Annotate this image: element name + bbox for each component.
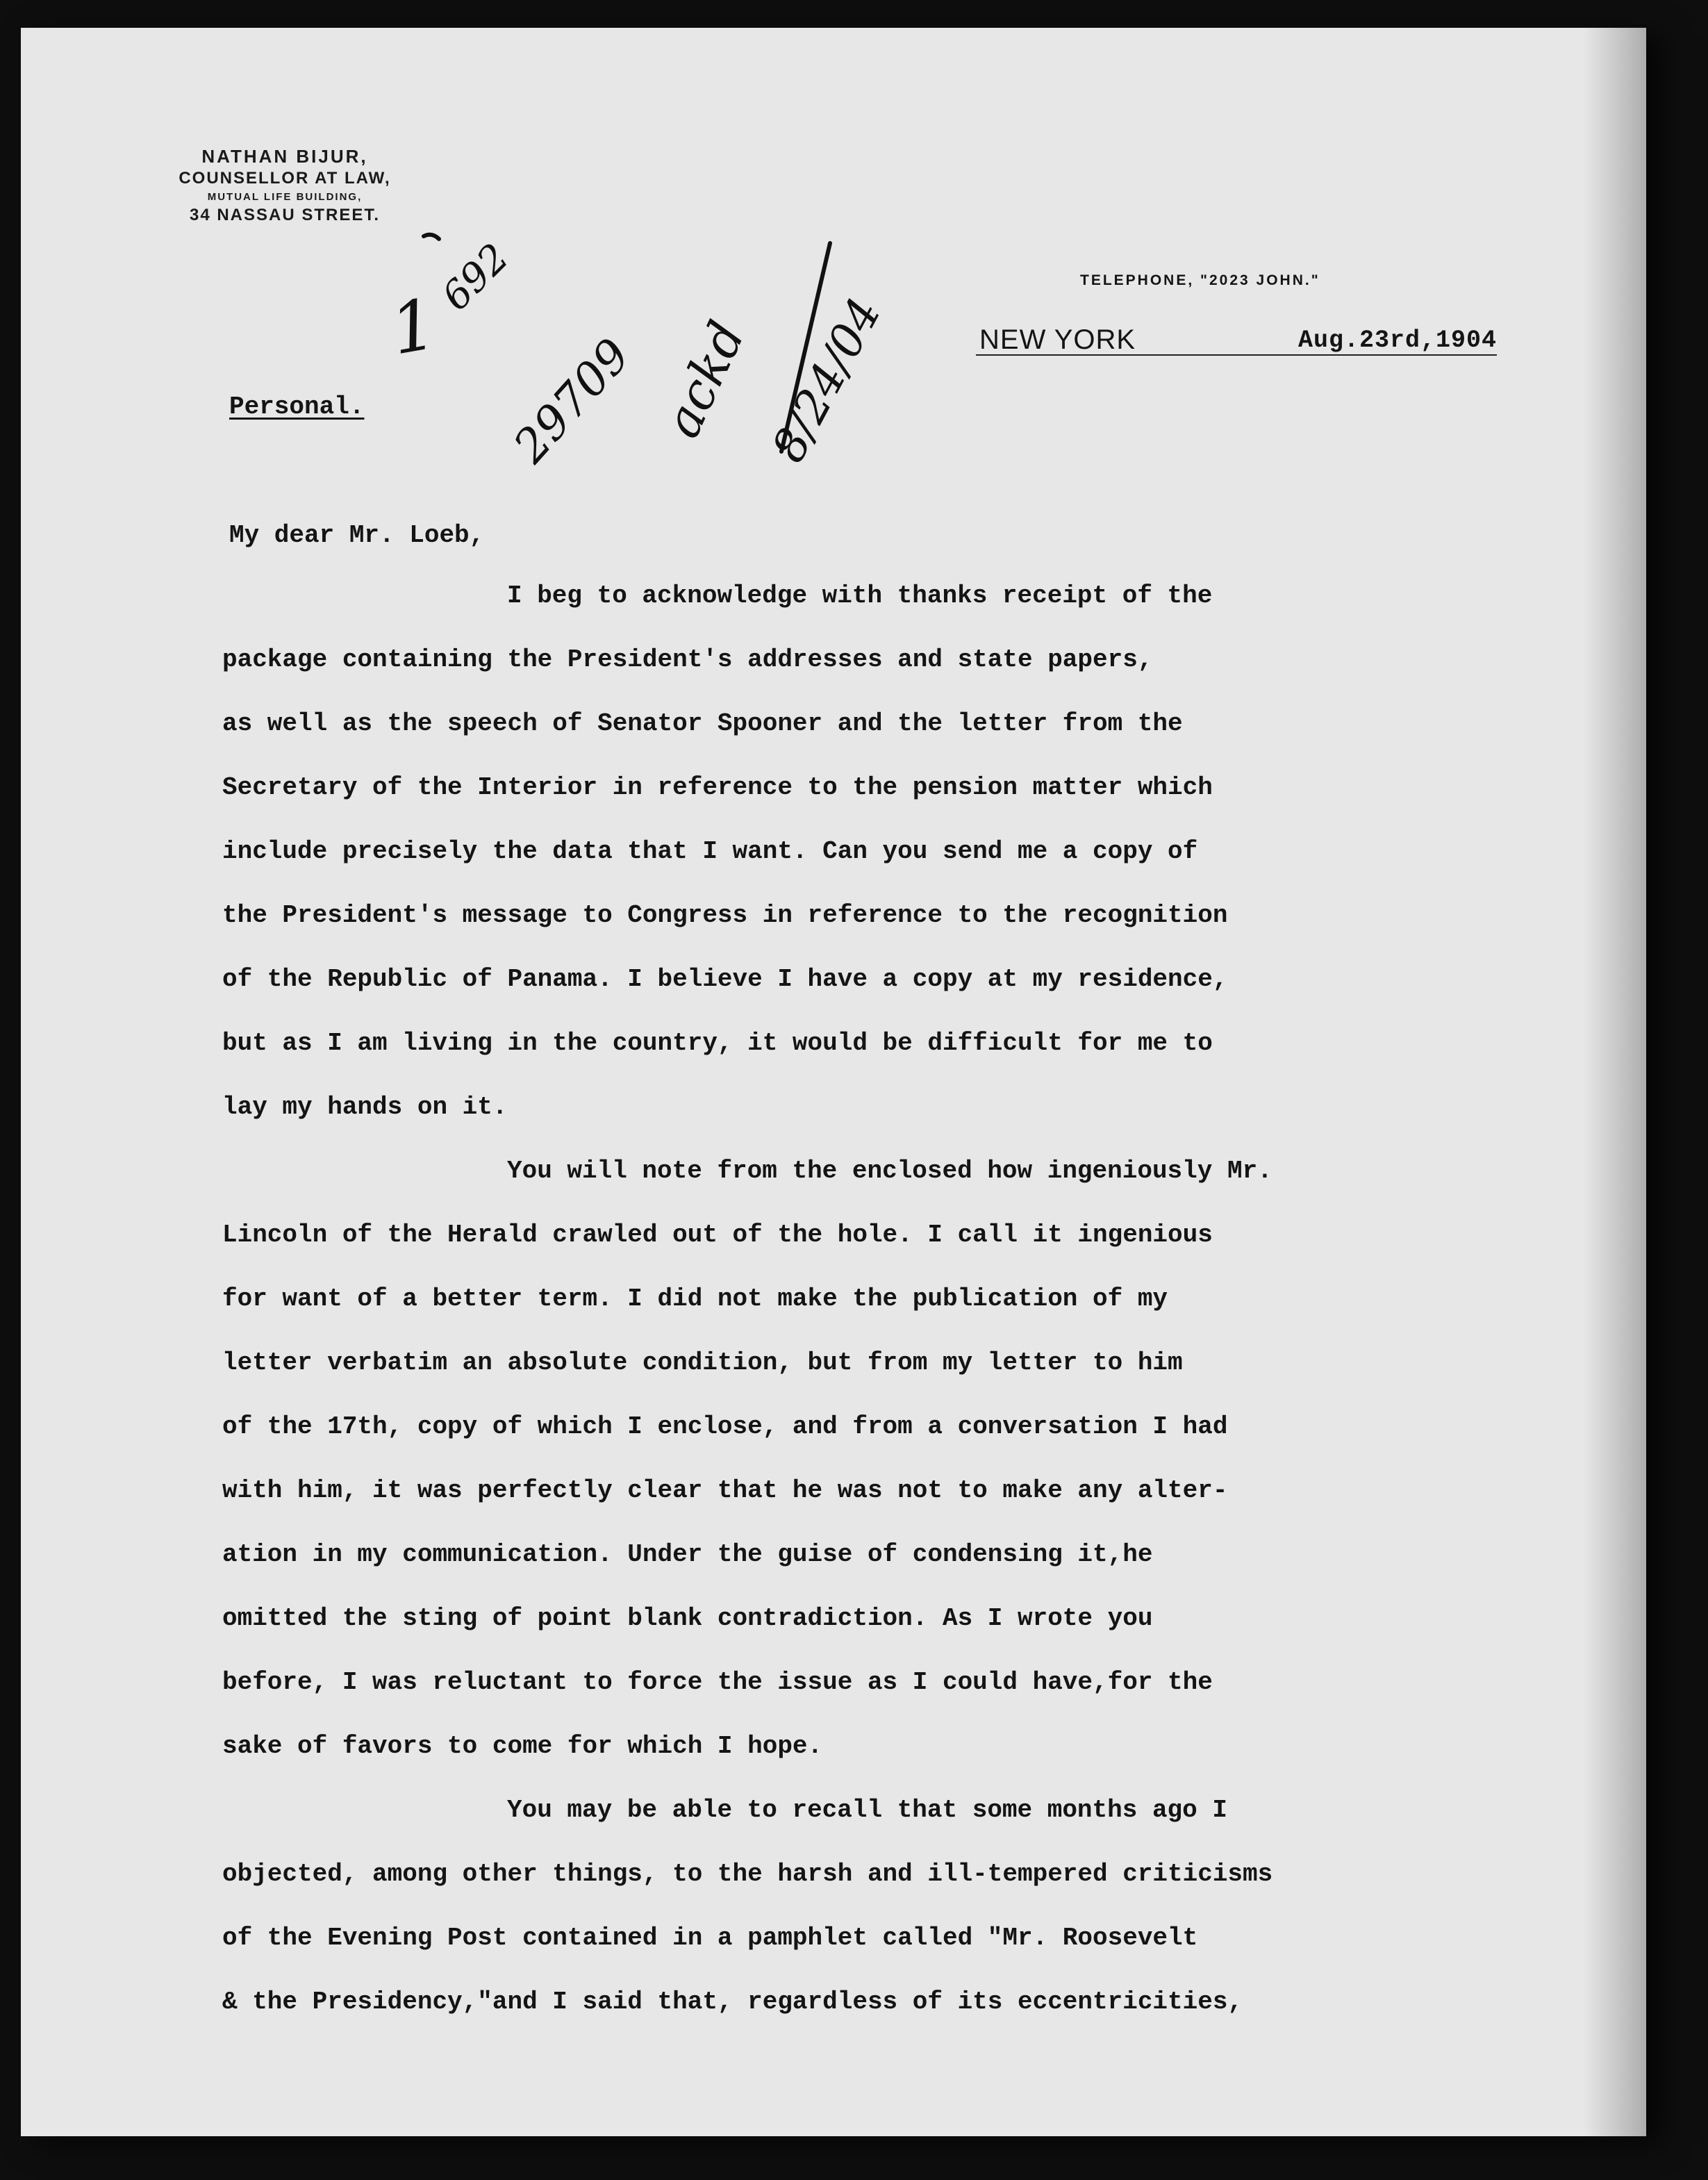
body-line: but as I am living in the country, it would be difficult for me to xyxy=(222,1029,1213,1057)
letter-page xyxy=(21,28,1646,2136)
body-line: Lincoln of the Herald crawled out of the hole. I call it ingenious xyxy=(222,1221,1213,1249)
body-line: & the Presidency,"and I said that, regardless of its eccentricities, xyxy=(222,1988,1243,2016)
body-line: omitted the sting of point blank contradiction. As I wrote you xyxy=(222,1604,1153,1633)
body-line: objected, among other things, to the harsh and ill-tempered criticisms xyxy=(222,1860,1273,1888)
body-line: of the 17th, copy of which I enclose, and from a conversation I had xyxy=(222,1412,1228,1441)
body-line: the President's message to Congress in reference to the recognition xyxy=(222,901,1228,930)
body-line: of the Evening Post contained in a pamphlet called "Mr. Roosevelt xyxy=(222,1924,1198,1952)
body-line: Secretary of the Interior in reference to the pension matter which xyxy=(222,773,1213,802)
annotation-mark: 1 xyxy=(384,283,442,371)
body-line: letter verbatim an absolute condition, but from my letter to him xyxy=(222,1348,1183,1377)
annotation-ack-date: 8/24/04 xyxy=(761,289,892,471)
letterhead-name: NATHAN BIJUR, xyxy=(201,146,368,167)
annotation-acknowledged: ackd xyxy=(652,312,756,447)
salutation: My dear Mr. Loeb, xyxy=(229,521,485,550)
handwritten-annotations xyxy=(384,201,924,493)
telephone: TELEPHONE, "2023 JOHN." xyxy=(1080,272,1320,288)
place-date-line xyxy=(976,320,1497,356)
letterhead-street: 34 NASSAU STREET. xyxy=(189,206,381,224)
city: NEW YORK xyxy=(979,324,1136,355)
letter-date: Aug.23rd,1904 xyxy=(1297,327,1497,354)
body-line: sake of favors to come for which I hope. xyxy=(222,1732,823,1760)
body-line: for want of a better term. I did not make the publication of my xyxy=(222,1285,1168,1313)
body-line: You may be able to recall that some months ago I xyxy=(507,1796,1227,1824)
letterhead-title: COUNSELLOR AT LAW, xyxy=(179,169,391,188)
letterhead-building: MUTUAL LIFE BUILDING, xyxy=(207,191,363,203)
body-line: lay my hands on it. xyxy=(222,1093,508,1121)
body-line: I beg to acknowledge with thanks receipt of the xyxy=(507,581,1213,610)
annotation-mark-serif xyxy=(424,235,439,239)
body-line: of the Republic of Panama. I believe I have a copy at my residence, xyxy=(222,965,1228,993)
annotation-number-2: 29709 xyxy=(503,329,641,473)
body-line: package containing the President's addresses and state papers, xyxy=(222,645,1153,674)
annotation-number-1: 692 xyxy=(433,235,518,320)
body-line: include precisely the data that I want. Can you send me a copy of xyxy=(222,837,1198,866)
personal-marking: Personal. xyxy=(229,393,365,421)
body-line: before, I was reluctant to force the issue as I could have,for the xyxy=(222,1668,1213,1696)
body-line: ation in my communication. Under the guise of condensing it,he xyxy=(222,1540,1153,1569)
body-line: as well as the speech of Senator Spooner and the letter from the xyxy=(222,709,1183,738)
letter-body xyxy=(222,564,1542,2034)
body-line: with him, it was perfectly clear that he was not to make any alter- xyxy=(222,1476,1228,1505)
body-line: You will note from the enclosed how ingeniously Mr. xyxy=(507,1157,1272,1185)
